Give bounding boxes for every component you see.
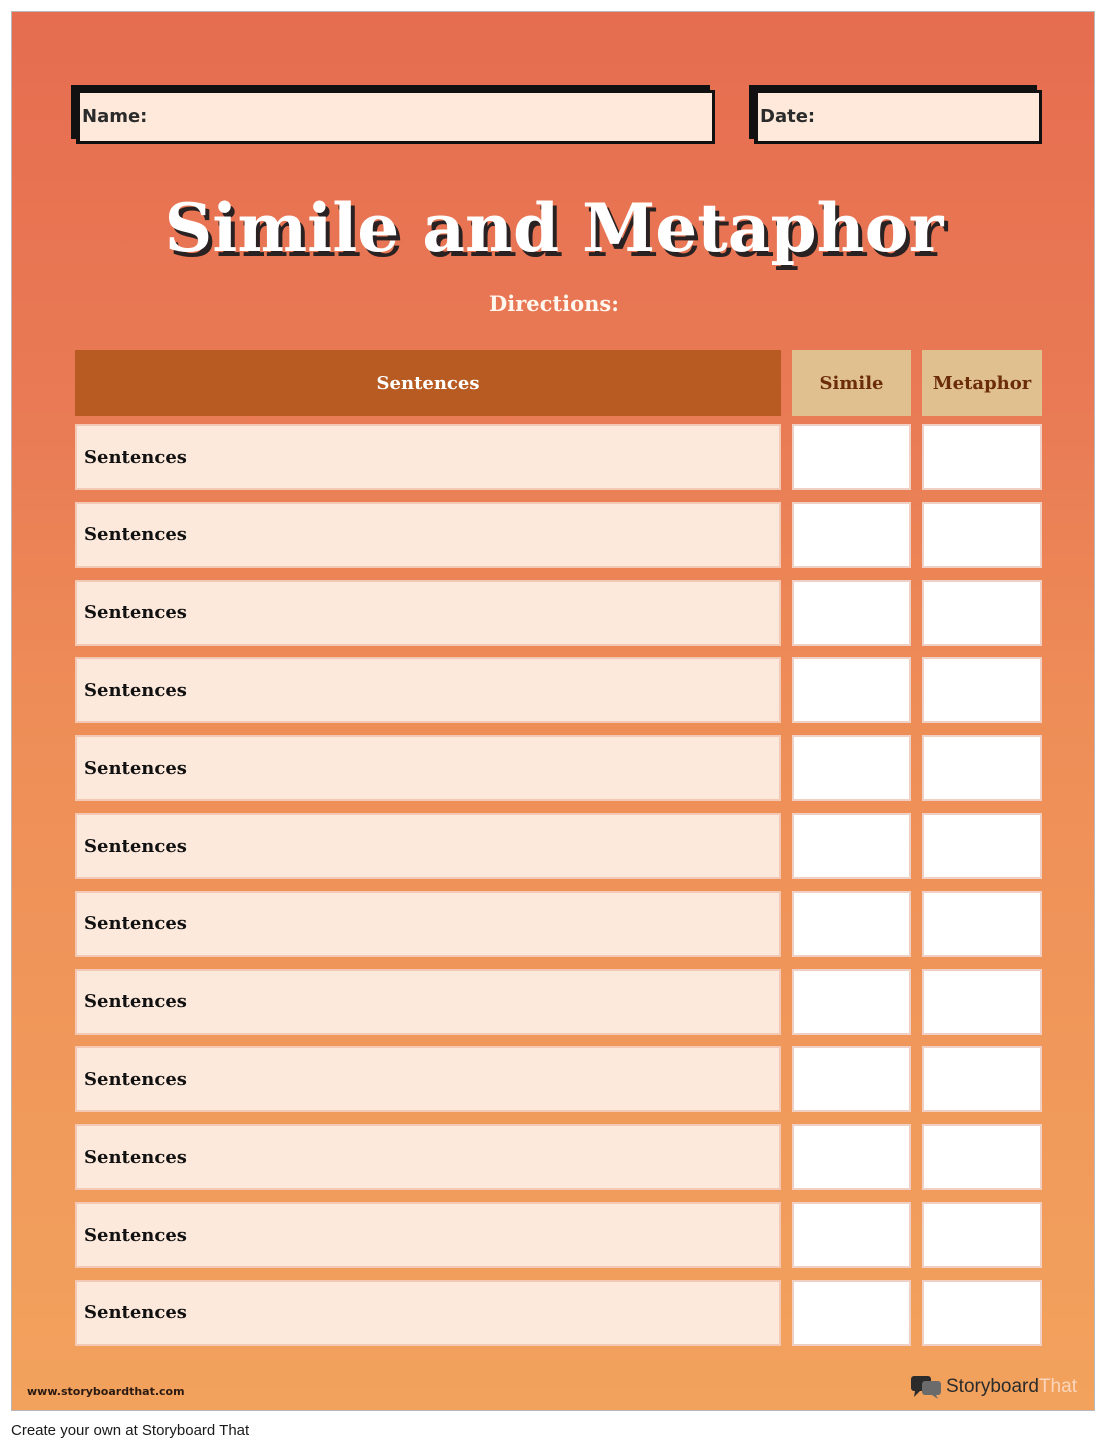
- speech-bubbles-icon: [910, 1374, 942, 1400]
- directions-label: Directions:: [489, 291, 619, 316]
- sentence-cell[interactable]: Sentences: [75, 813, 781, 879]
- metaphor-checkbox-cell[interactable]: [922, 891, 1042, 957]
- simile-checkbox-cell[interactable]: [792, 813, 911, 879]
- table-row: [75, 969, 1042, 1035]
- sentence-cell[interactable]: Sentences: [75, 891, 781, 957]
- table-row: [75, 657, 1042, 723]
- metaphor-checkbox-cell[interactable]: [922, 1046, 1042, 1112]
- simile-checkbox-cell[interactable]: [792, 1202, 911, 1268]
- table-row: [75, 1124, 1042, 1190]
- sentence-cell[interactable]: Sentences: [75, 580, 781, 646]
- simile-checkbox-cell[interactable]: [792, 735, 911, 801]
- name-label: Name:: [82, 106, 148, 127]
- simile-checkbox-cell[interactable]: [792, 1046, 911, 1112]
- simile-checkbox-cell[interactable]: [792, 657, 911, 723]
- name-field[interactable]: [76, 90, 715, 144]
- sentence-cell[interactable]: Sentences: [75, 969, 781, 1035]
- metaphor-checkbox-cell[interactable]: [922, 657, 1042, 723]
- table-row: [75, 735, 1042, 801]
- metaphor-checkbox-cell[interactable]: [922, 1202, 1042, 1268]
- metaphor-checkbox-cell[interactable]: [922, 424, 1042, 490]
- metaphor-checkbox-cell[interactable]: [922, 735, 1042, 801]
- page-title: Simile and Metaphor: [164, 189, 944, 267]
- date-label: Date:: [760, 106, 816, 127]
- metaphor-checkbox-cell[interactable]: [922, 580, 1042, 646]
- simile-checkbox-cell[interactable]: [792, 502, 911, 568]
- column-header-sentences: Sentences: [75, 350, 781, 416]
- metaphor-checkbox-cell[interactable]: [922, 1124, 1042, 1190]
- table-row: [75, 1046, 1042, 1112]
- simile-checkbox-cell[interactable]: [792, 891, 911, 957]
- sentence-cell[interactable]: Sentences: [75, 1046, 781, 1112]
- sentence-cell[interactable]: Sentences: [75, 424, 781, 490]
- brand-logo: [910, 1374, 1077, 1400]
- table-row: [75, 580, 1042, 646]
- sentence-cell[interactable]: Sentences: [75, 1124, 781, 1190]
- credit-text: Create your own at Storyboard That: [11, 1422, 250, 1439]
- sentence-cell[interactable]: Sentences: [75, 1280, 781, 1346]
- table-row: [75, 424, 1042, 490]
- sentence-cell[interactable]: Sentences: [75, 1202, 781, 1268]
- brand-name-that: That: [1038, 1376, 1077, 1397]
- simile-checkbox-cell[interactable]: [792, 1124, 911, 1190]
- simile-checkbox-cell[interactable]: [792, 580, 911, 646]
- simile-checkbox-cell[interactable]: [792, 969, 911, 1035]
- brand-name-storyboard: Storyboard: [946, 1376, 1039, 1397]
- table-row: [75, 1280, 1042, 1346]
- column-header-simile: Simile: [792, 350, 911, 416]
- table-row: [75, 813, 1042, 879]
- sentence-cell[interactable]: Sentences: [75, 735, 781, 801]
- simile-checkbox-cell[interactable]: [792, 424, 911, 490]
- metaphor-checkbox-cell[interactable]: [922, 502, 1042, 568]
- sentence-cell[interactable]: Sentences: [75, 502, 781, 568]
- table-row: [75, 502, 1042, 568]
- sentence-cell[interactable]: Sentences: [75, 657, 781, 723]
- metaphor-checkbox-cell[interactable]: [922, 813, 1042, 879]
- metaphor-checkbox-cell[interactable]: [922, 1280, 1042, 1346]
- column-header-metaphor: Metaphor: [922, 350, 1042, 416]
- table-row: [75, 1202, 1042, 1268]
- metaphor-checkbox-cell[interactable]: [922, 969, 1042, 1035]
- simile-checkbox-cell[interactable]: [792, 1280, 911, 1346]
- date-field[interactable]: [754, 90, 1042, 144]
- site-url: www.storyboardthat.com: [27, 1385, 185, 1398]
- worksheet: [11, 11, 1095, 1411]
- table-row: [75, 891, 1042, 957]
